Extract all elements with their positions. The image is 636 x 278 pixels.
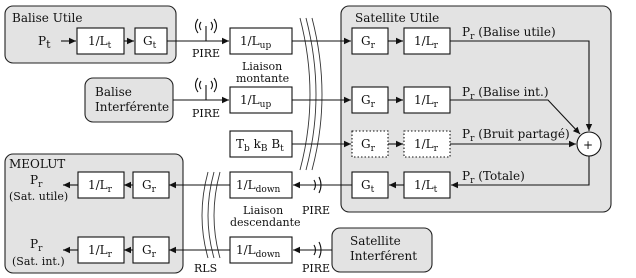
satellite-interferent-line1: Satellite bbox=[350, 234, 401, 248]
pr-bruit-label: $P_r$ (Bruit partagé) bbox=[462, 127, 570, 144]
svg-text:1/Lr: $1/L_r$ bbox=[88, 243, 112, 260]
svg-text:Pt: Pt bbox=[38, 34, 51, 51]
block-gr-2 bbox=[352, 87, 388, 113]
svg-text:1/Lr: $1/L_r$ bbox=[414, 34, 438, 51]
svg-text:Tb kB Bt: $T_b$ $k_B$ $B_t$ bbox=[236, 137, 284, 154]
pr-balise-utile-label: $P_r$ (Balise utile) bbox=[462, 25, 556, 42]
block-inv-lr-1 bbox=[404, 28, 450, 54]
block-inv-lup-2 bbox=[230, 87, 292, 113]
block-inv-ldown-1 bbox=[230, 172, 292, 198]
pr-totale-label: $P_r$ (Totale) bbox=[462, 169, 525, 186]
summing-junction bbox=[577, 132, 601, 156]
svg-text:+: + bbox=[583, 138, 594, 152]
meolut-sat-utile-label: (Sat. utile) bbox=[9, 190, 69, 203]
svg-text:1/Ldown: $1/L_{down}$ bbox=[236, 178, 281, 195]
liaison-montante-line2: montante bbox=[236, 72, 290, 85]
svg-text:1/Lt: $1/L_t$ bbox=[414, 178, 438, 195]
svg-text:1/Lr: $1/L_r$ bbox=[88, 178, 112, 195]
pr-balise-int-label: $P_r$ (Balise int.) bbox=[462, 85, 549, 102]
block-inv-lup-1 bbox=[230, 28, 292, 54]
pire-label-2: PIRE bbox=[192, 107, 221, 120]
svg-text:1/Lt: $1/L_t$ bbox=[88, 34, 112, 51]
svg-text:Gr: $G_r$ bbox=[361, 93, 375, 110]
meolut-sat-int-label: (Sat. int.) bbox=[12, 255, 65, 268]
block-gt-2 bbox=[352, 172, 388, 198]
pire-label-4: PIRE bbox=[302, 262, 331, 275]
svg-text:Gr: $G_r$ bbox=[361, 34, 375, 51]
pire-label-3: PIRE bbox=[302, 204, 331, 217]
satellite-utile-title: Satellite Utile bbox=[355, 11, 440, 25]
block-inv-lt-2 bbox=[404, 172, 450, 198]
rls-label: RLS bbox=[194, 262, 218, 275]
balise-interferente-group bbox=[85, 78, 173, 122]
liaison-montante-line1: Liaison bbox=[242, 60, 283, 73]
svg-text:Gt: $G_t$ bbox=[143, 34, 157, 51]
pire-label-1: PIRE bbox=[192, 47, 221, 60]
block-inv-ldown-2 bbox=[230, 237, 292, 263]
block-gr-1 bbox=[352, 28, 388, 54]
svg-text:Gr: $G_r$ bbox=[142, 178, 156, 195]
block-inv-lt-1 bbox=[77, 28, 124, 54]
meolut-pr-1: $P_r$ bbox=[30, 173, 43, 190]
svg-text:Gr: $G_r$ bbox=[361, 137, 375, 154]
satellite-interferent-line2: Interférent bbox=[350, 249, 418, 263]
satellite-interferent-group bbox=[332, 228, 432, 272]
block-noise bbox=[230, 131, 292, 157]
svg-text:1/Lup: $1/L_{up}$ bbox=[240, 93, 272, 110]
meolut-title: MEOLUT bbox=[9, 157, 66, 171]
svg-text:Gr: $G_r$ bbox=[142, 243, 156, 260]
svg-text:Gt: $G_t$ bbox=[361, 178, 375, 195]
block-gr-meolut-1 bbox=[133, 172, 169, 198]
svg-text:1/Lr: $1/L_r$ bbox=[414, 137, 438, 154]
meolut-pr-2: $P_r$ bbox=[30, 237, 43, 254]
liaison-descendante-line2: descendante bbox=[230, 216, 301, 229]
svg-text:1/Lup: $1/L_{up}$ bbox=[240, 34, 272, 51]
antenna-icon bbox=[196, 78, 217, 100]
block-gt-1 bbox=[135, 28, 167, 54]
balise-utile-title: Balise Utile bbox=[12, 11, 83, 25]
balise-interferente-line1: Balise bbox=[95, 85, 132, 99]
block-inv-lr-meolut-1 bbox=[78, 172, 124, 198]
svg-text:1/Lr: $1/L_r$ bbox=[414, 93, 438, 110]
block-inv-lr-meolut-2 bbox=[78, 237, 124, 263]
block-inv-lr-3-dotted bbox=[404, 131, 450, 157]
block-gr-3-dotted bbox=[352, 131, 388, 157]
svg-text:1/Ldown: $1/L_{down}$ bbox=[236, 243, 281, 260]
antenna-icon bbox=[196, 19, 217, 41]
block-gr-meolut-2 bbox=[133, 237, 169, 263]
liaison-descendante-line1: Liaison bbox=[243, 204, 284, 217]
balise-interferente-line2: Interférente bbox=[95, 100, 170, 114]
block-inv-lr-2 bbox=[404, 87, 450, 113]
